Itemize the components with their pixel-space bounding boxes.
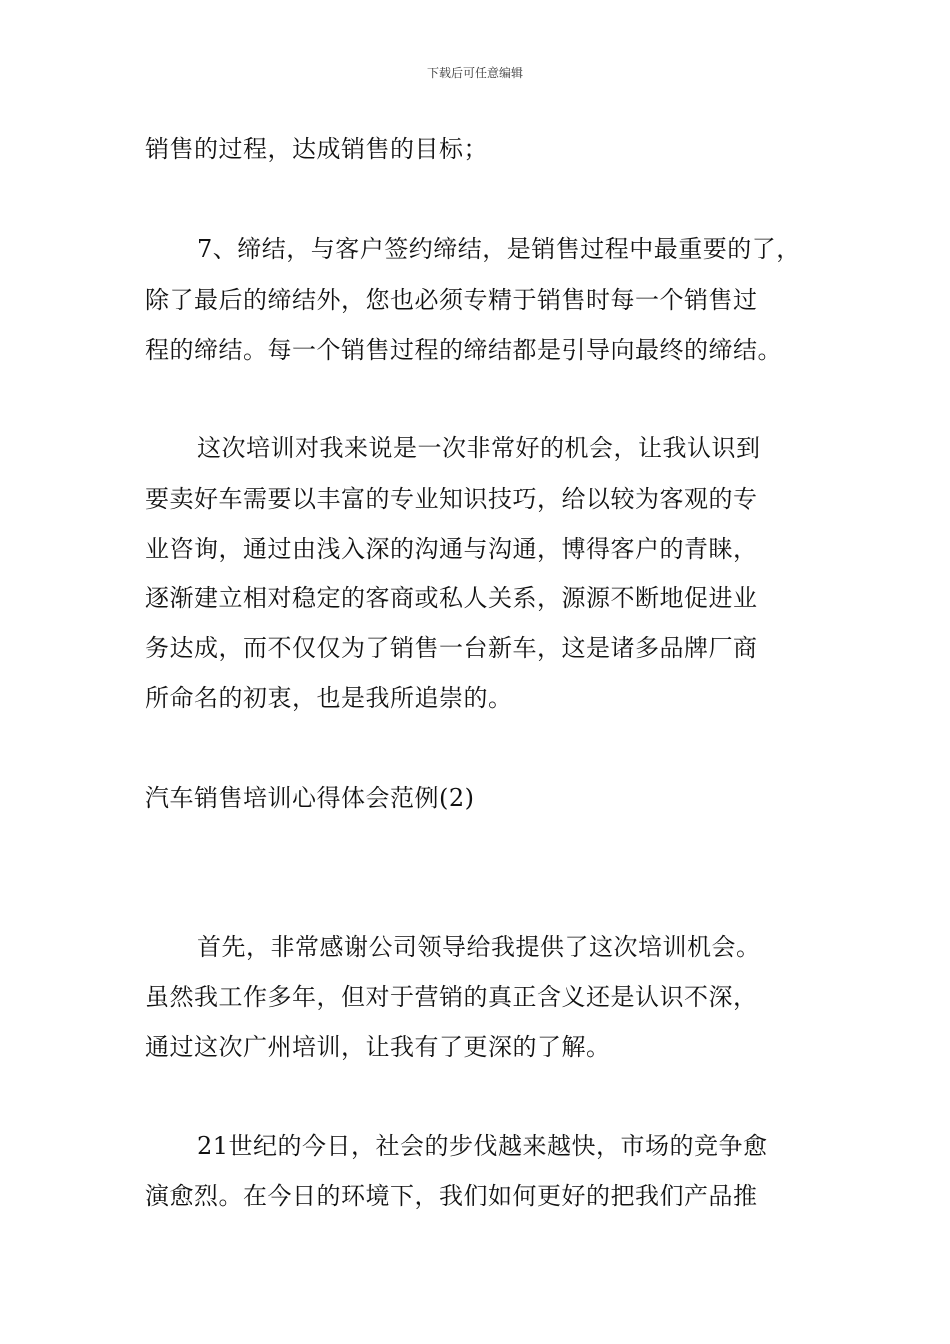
- text-line: 虽然我工作多年，但对于营销的真正含义还是认识不深，: [145, 983, 758, 1011]
- text-line: 演愈烈。在今日的环境下，我们如何更好的把我们产品推: [145, 1182, 758, 1210]
- text-line: 逐渐建立相对稳定的客商或私人关系，源源不断地促进业: [145, 584, 758, 612]
- text-line: 销售的过程，达成销售的目标；: [145, 135, 488, 163]
- text-line: 首先，非常感谢公司领导给我提供了这次培训机会。: [197, 933, 761, 961]
- text-line: 要卖好车需要以丰富的专业知识技巧，给以较为客观的专: [145, 485, 758, 513]
- text-line: 通过这次广州培训，让我有了更深的了解。: [145, 1033, 611, 1061]
- text-line: 21世纪的今日，社会的步伐越来越快，市场的竞争愈: [197, 1132, 768, 1160]
- text-line: 这次培训对我来说是一次非常好的机会，让我认识到: [197, 434, 761, 462]
- text-line: 程的缔结。每一个销售过程的缔结都是引导向最终的缔结。: [145, 336, 782, 364]
- text-line: 务达成，而不仅仅为了销售一台新车，这是诸多品牌厂商: [145, 634, 758, 662]
- text-line: 7、缔结，与客户签约缔结，是销售过程中最重要的了，: [197, 235, 801, 263]
- text-line: 除了最后的缔结外，您也必须专精于销售时每一个销售过: [145, 286, 758, 314]
- text-line: 业咨询，通过由浅入深的沟通与沟通，博得客户的青睐，: [145, 535, 758, 563]
- page-header-note: 下载后可任意编辑: [426, 66, 523, 80]
- section-heading: 汽车销售培训心得体会范例(2): [145, 784, 475, 812]
- text-line: 所命名的初衷，也是我所追崇的。: [145, 684, 513, 712]
